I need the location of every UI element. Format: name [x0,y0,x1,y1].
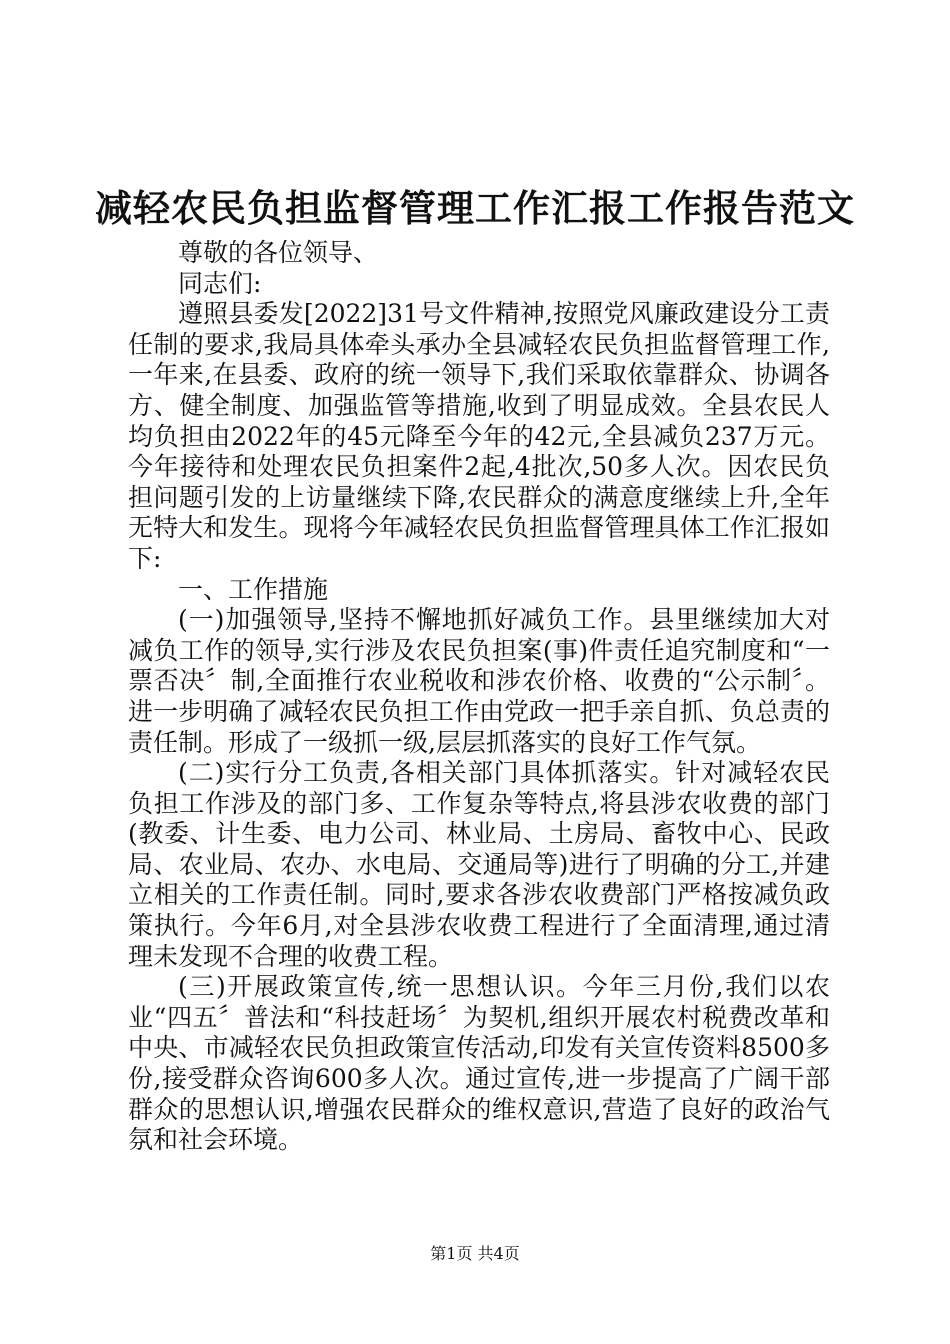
intro-paragraph: 遵照县委发[2022]31号文件精神,按照党风廉政建设分工责任制的要求,我局具体牵头承办全县减轻农民负担监督管理工作,一年来,在县委、政府的统一领导下,我们采取依靠群众、协调各方、健全制度、加强监管等措施,收到了明显成效。全县农民人均负担由2022年的45元降至今年的42元,全县减负237万元。今年接待和处理农民负担案件2起,4批次,50多人次。因农民负担问题引发的上访量继续下降,农民群众的满意度继续上升,全年无特大和发生。现将今年减轻农民负担监督管理具体工作汇报如下: [128,299,830,573]
document-body [128,238,830,1156]
measure-paragraph-3: (三)开展政策宣传,统一思想认识。今年三月份,我们以农业“四五〞普法和“科技赶场〞为契机,组织开展农村税费改革和中央、市减轻农民负担政策宣传活动,印发有关宣传资料8500多份,接受群众咨询600多人次。通过宣传,进一步提高了广阔干部群众的思想认识,增强农民群众的维权意识,营造了良好的政治气氛和社会环境。 [128,972,830,1155]
page-footer: 第1页 共4页 [430,1244,520,1263]
section-heading: 一、工作措施 [178,574,329,604]
salutation-line-1: 尊敬的各位领导、 [178,238,379,267]
measure-paragraph-2: (二)实行分工负责,各相关部门具体抓落实。针对减轻农民负担工作涉及的部门多、工作复杂等特点,将县涉农收费的部门(教委、计生委、电力公司、林业局、土房局、畜牧中心、民政局、农业局、农办、水电局、交通局等)进行了明确的分工,并建立相关的工作责任制。同时,要求各涉农收费部门严格按减负政策执行。今年6月,对全县涉农收费工程进行了全面清理,通过清理未发现不合理的收费工程。 [128,758,830,971]
measure-paragraph-1: (一)加强领导,坚持不懈地抓好减负工作。县里继续加大对减负工作的领导,实行涉及农民负担案(事)件责任追究制度和“一票否决〞制,全面推行农业税收和涉农价格、收费的“公示制〞。进一步明确了减轻农民负担工作由党政一把手亲自抓、负总责的责任制。形成了一级抓一级,层层抓落实的良好工作气氛。 [128,605,830,757]
salutation-line-2: 同志们: [178,268,262,298]
document-title: 减轻农民负担监督管理工作汇报工作报告范文 [95,186,855,230]
